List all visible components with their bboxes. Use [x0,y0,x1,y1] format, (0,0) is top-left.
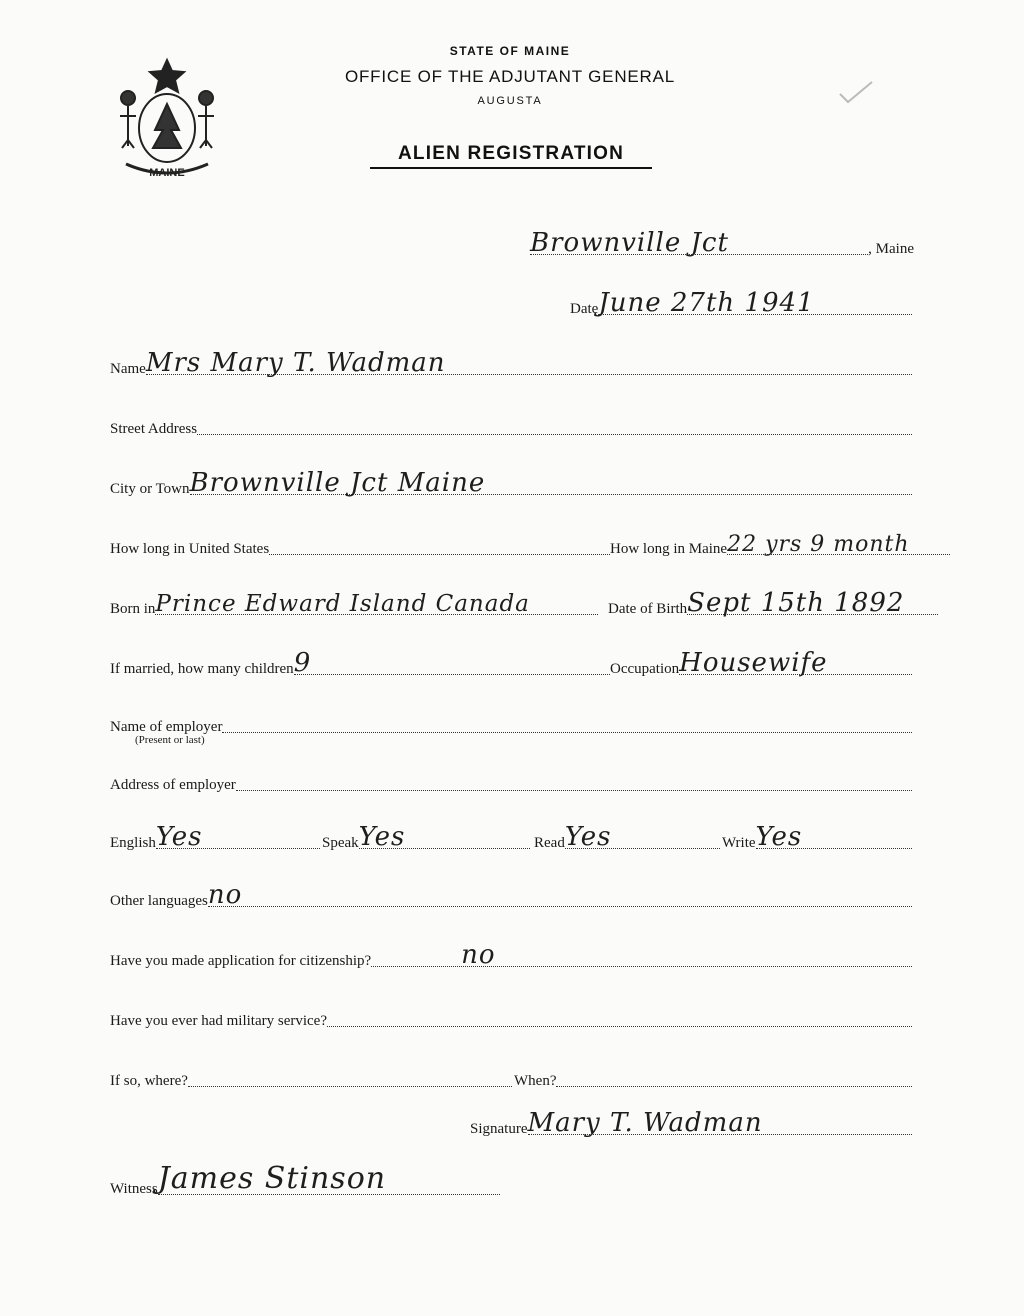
children-row: If married, how many children 9 [110,656,610,680]
state-seal-icon [108,56,226,184]
military-row: Have you ever had military service? [110,1008,912,1032]
us-duration-row: How long in United States [110,536,610,560]
employer-address-row: Address of employer [110,772,912,796]
speak-row: Speak Yes [322,830,530,854]
date-row: Date June 27th 1941 [570,296,912,320]
write-value[interactable]: Yes [755,822,803,852]
employer-row: Name of employer [110,714,912,738]
signature-value[interactable]: Mary T. Wadman [527,1108,763,1138]
other-languages-row: Other languages no [110,888,912,912]
children-value[interactable]: 9 [293,648,312,678]
english-value[interactable]: Yes [155,822,203,852]
where-row: If so, where? [110,1068,512,1092]
english-row: English Yes [110,830,320,854]
occupation-value[interactable]: Housewife [679,648,828,678]
other-languages-value[interactable]: no [207,880,243,910]
town-row: Brownville Jct , Maine [530,228,914,258]
maine-duration-row: How long in Maine 22 yrs 9 month [610,536,950,560]
town-value[interactable]: Brownville Jct [530,228,729,258]
write-row: Write Yes [722,830,912,854]
street-row: Street Address [110,416,912,440]
city-row: City or Town Brownville Jct Maine [110,476,912,500]
maine-duration-value[interactable]: 22 yrs 9 month [727,532,910,557]
read-row: Read Yes [534,830,720,854]
employer-sublabel: (Present or last) [135,734,205,746]
dob-value[interactable]: Sept 15th 1892 [687,588,905,618]
citizenship-value[interactable]: no [461,940,496,970]
birthplace-row: Born in Prince Edward Island Canada [110,596,598,620]
read-value[interactable]: Yes [564,822,612,852]
date-value[interactable]: June 27th 1941 [598,288,815,318]
name-value[interactable]: Mrs Mary T. Wadman [145,348,446,378]
form-title: ALIEN REGISTRATION [370,143,652,169]
witness-value[interactable]: James Stinson [157,1161,387,1196]
when-row: When? [514,1068,912,1092]
state-heading: STATE OF MAINE [449,44,571,58]
city-heading: AUGUSTA [477,95,543,107]
check-mark-icon [838,80,874,104]
city-value[interactable]: Brownville Jct Maine [189,468,486,498]
birthplace-value[interactable]: Prince Edward Island Canada [155,591,530,617]
signature-row: Signature Mary T. Wadman [470,1116,912,1140]
dob-row: Date of Birth Sept 15th 1892 [608,596,938,620]
occupation-row: Occupation Housewife [610,656,912,680]
name-row: Name Mrs Mary T. Wadman [110,356,912,380]
office-heading: OFFICE OF THE ADJUTANT GENERAL [344,67,676,86]
svg-text:MAINE: MAINE [149,167,185,179]
citizenship-row: Have you made application for citizenship? no [110,948,912,972]
witness-row: Witness James Stinson [110,1176,500,1200]
speak-value[interactable]: Yes [358,822,406,852]
